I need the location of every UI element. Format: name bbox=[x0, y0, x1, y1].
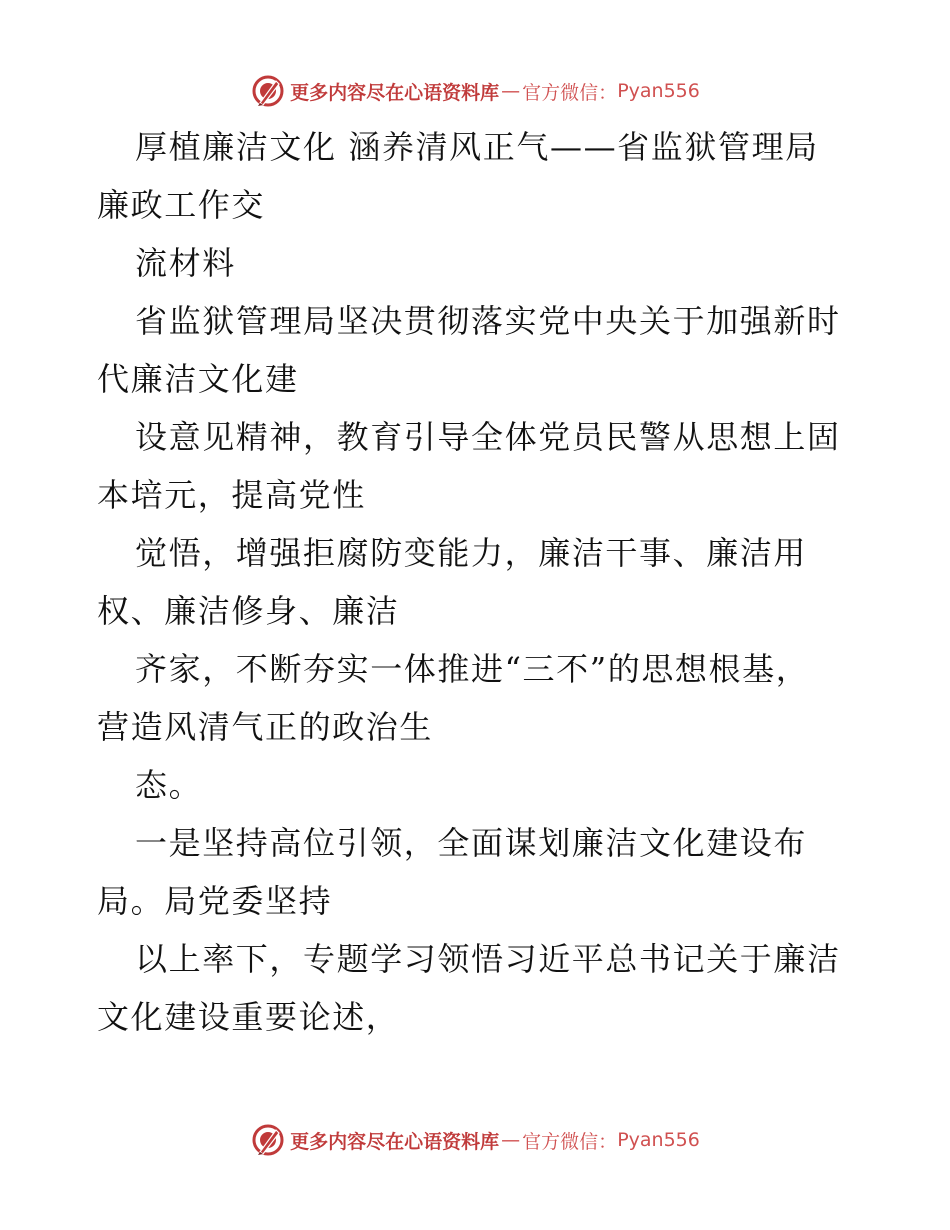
text-line: 文化建设重要论述， bbox=[97, 998, 400, 1036]
header-wechat-label: 官方微信： bbox=[522, 81, 618, 104]
text-line: 设意见精神，教育引导全体党员民警从思想上固 bbox=[135, 418, 841, 456]
text-line: 态。 bbox=[135, 766, 203, 804]
header-brand-text: 更多内容尽在心语资料库 bbox=[290, 81, 500, 104]
footer-wechat-handle: Pyan556 bbox=[617, 1129, 700, 1151]
header-wechat-handle: Pyan556 bbox=[617, 80, 700, 102]
footer-separator: — bbox=[501, 1129, 521, 1151]
document-body bbox=[97, 118, 857, 1046]
text-line: 代廉洁文化建 bbox=[97, 360, 299, 398]
header-separator: — bbox=[501, 80, 521, 102]
text-line: 局。局党委坚持 bbox=[97, 882, 333, 920]
footer-wechat-label: 官方微信： bbox=[522, 1130, 618, 1153]
text-line: 本培元，提高党性 bbox=[97, 476, 366, 514]
pen-logo-icon bbox=[250, 1122, 286, 1158]
footer-brand-text: 更多内容尽在心语资料库 bbox=[290, 1130, 500, 1153]
pen-logo-icon bbox=[250, 73, 286, 109]
text-line: 省监狱管理局坚决贯彻落实党中央关于加强新时 bbox=[135, 302, 841, 340]
text-line: 厚植廉洁文化 涵养清风正气——省监狱管理局 bbox=[135, 128, 819, 166]
header-watermark bbox=[0, 71, 950, 111]
text-line: 营造风清气正的政治生 bbox=[97, 708, 434, 746]
text-line: 廉政工作交 bbox=[97, 186, 266, 224]
footer-watermark bbox=[0, 1120, 950, 1160]
text-line: 觉悟，增强拒腐防变能力，廉洁干事、廉洁用 bbox=[135, 534, 808, 572]
text-line: 流材料 bbox=[135, 244, 236, 282]
text-line: 以上率下，专题学习领悟习近平总书记关于廉洁 bbox=[135, 940, 841, 978]
text-line: 一是坚持高位引领，全面谋划廉洁文化建设布 bbox=[135, 824, 808, 862]
text-line: 齐家，不断夯实一体推进“三不”的思想根基， bbox=[135, 650, 810, 688]
text-line: 权、廉洁修身、廉洁 bbox=[97, 592, 400, 630]
